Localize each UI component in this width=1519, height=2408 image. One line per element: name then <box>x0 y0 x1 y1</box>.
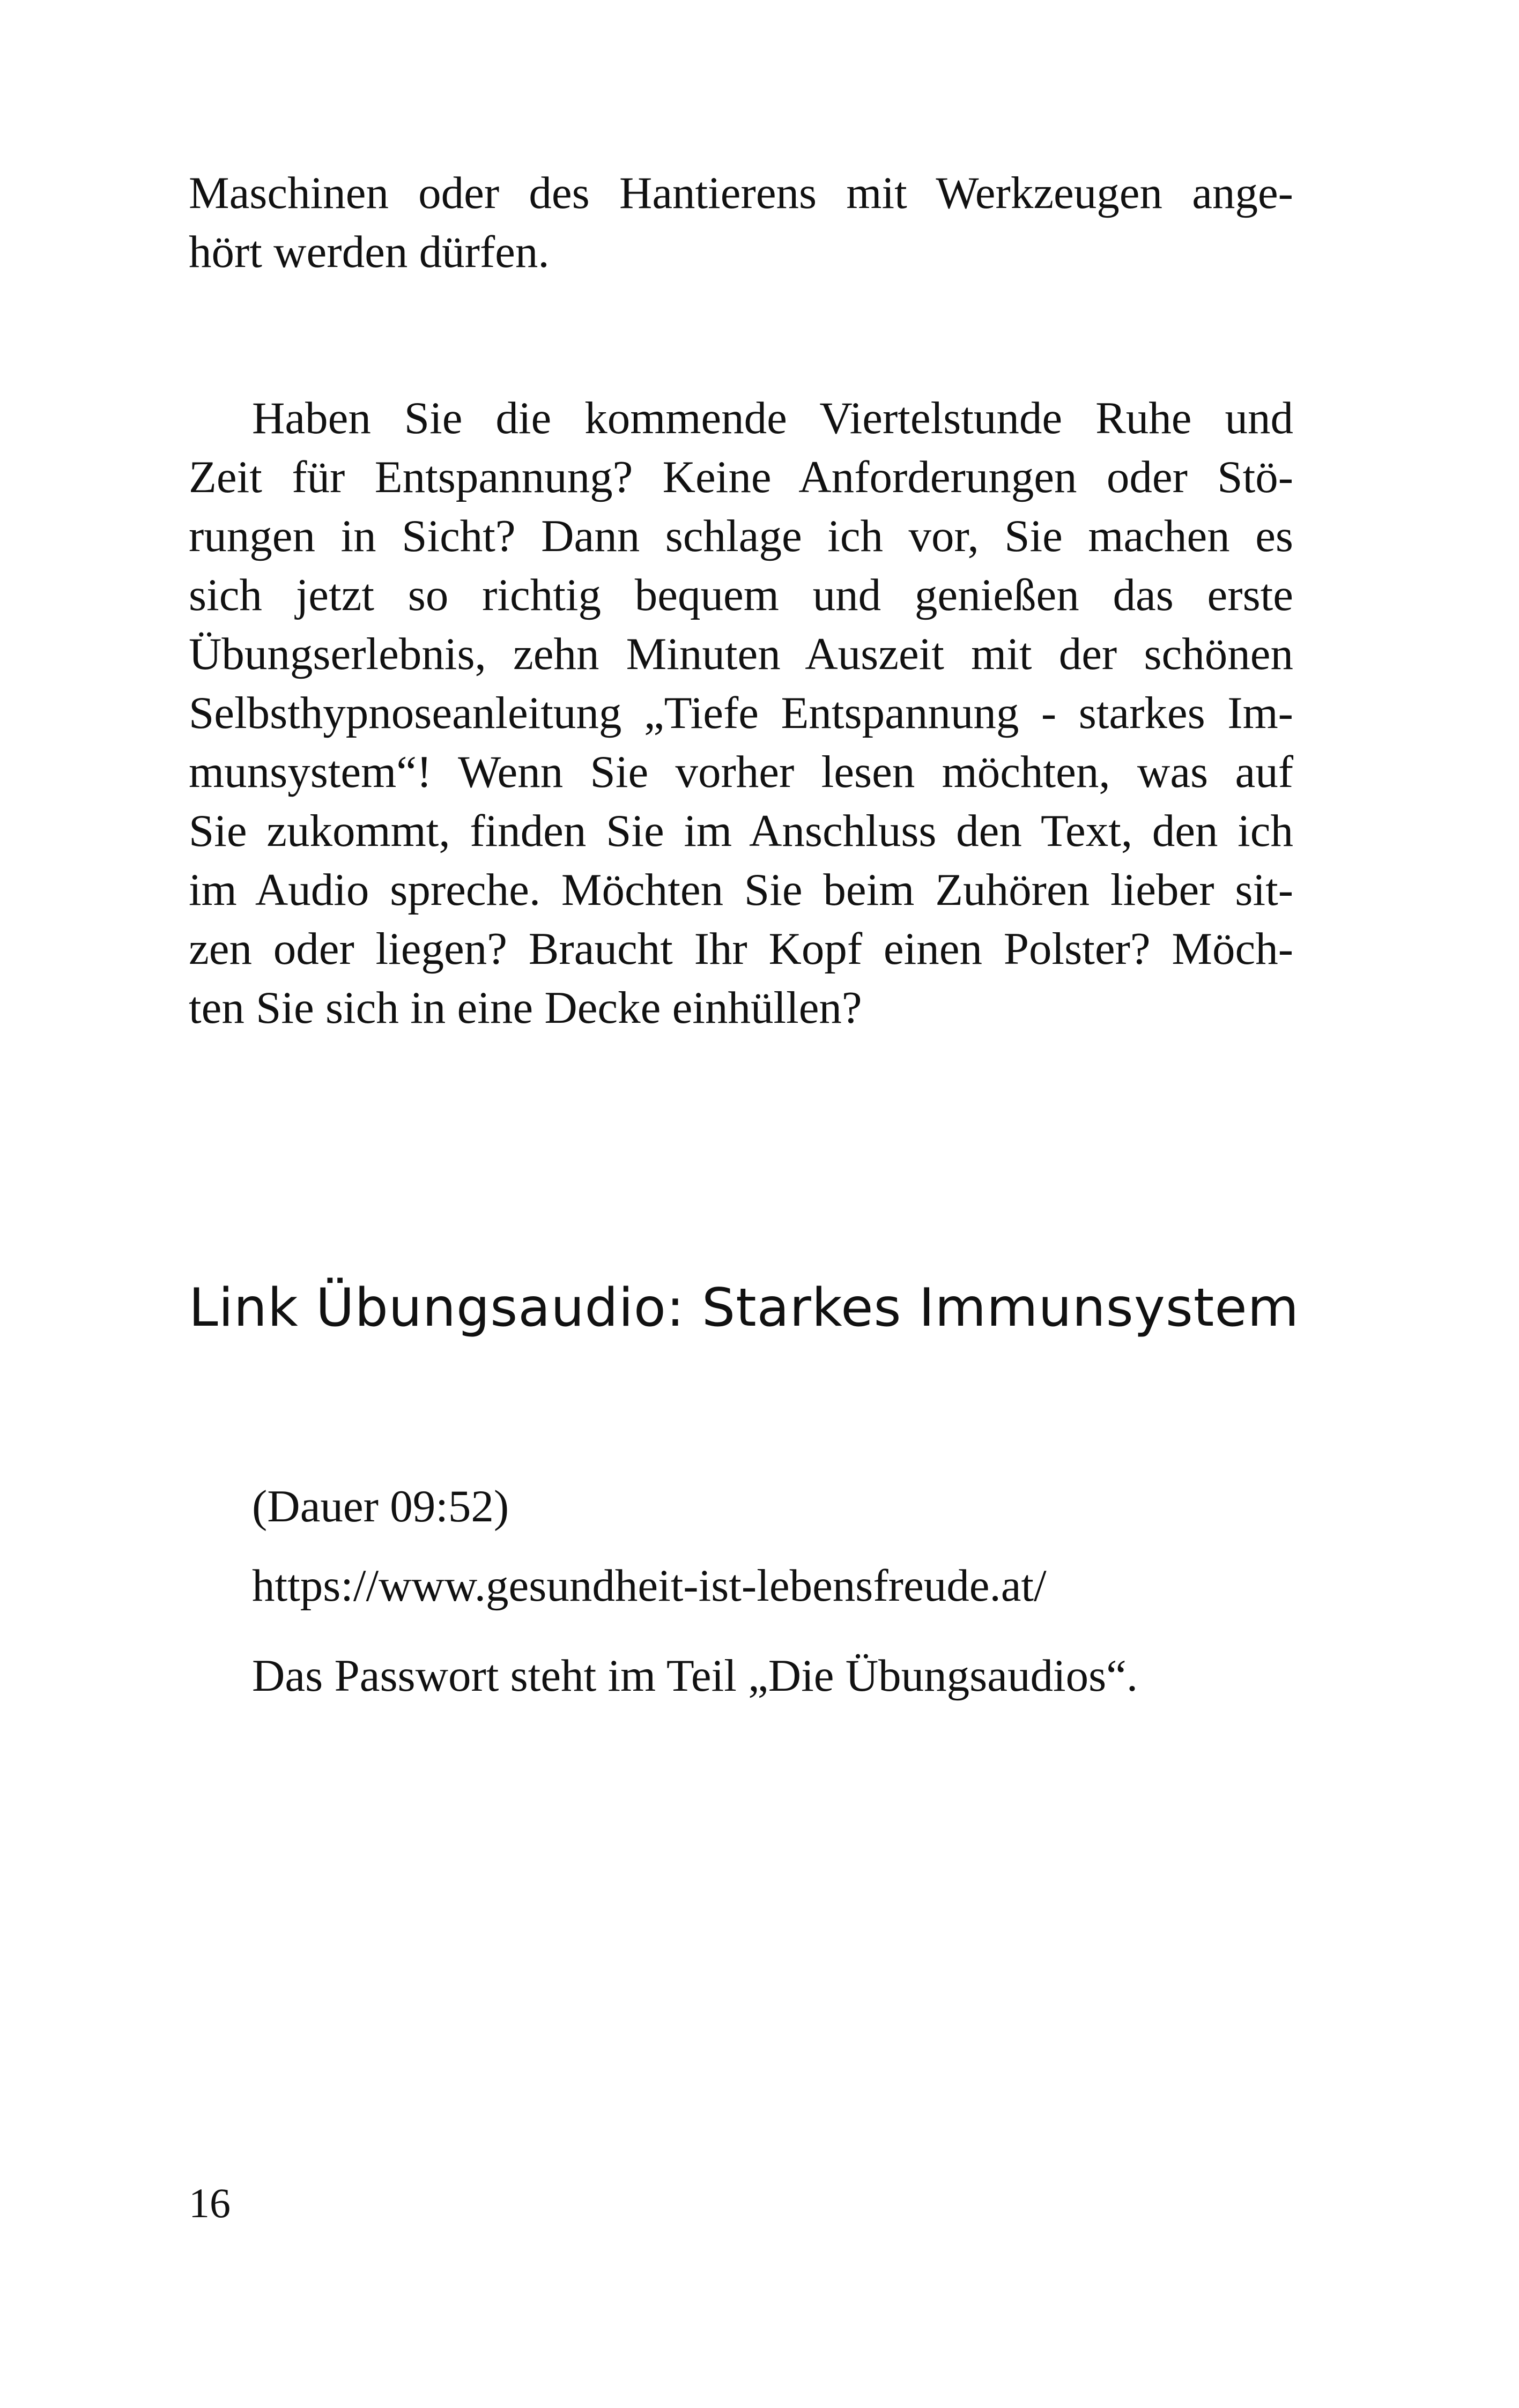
section-heading: Link Übungsaudio: Starkes Immunsystem <box>189 1277 1300 1339</box>
paragraph-line: munsystem“! Wenn Sie vorher lesen möchten, was auf <box>189 747 1293 797</box>
paragraph-line: Übungserlebnis, zehn Minuten Auszeit mit der schönen <box>189 629 1293 679</box>
password-note: Das Passwort steht im Teil „Die Übungsaudios“. <box>252 1651 1138 1701</box>
paragraph-continuation <box>189 163 1293 281</box>
paragraph-line: ten Sie sich in eine Decke einhüllen? <box>189 983 862 1033</box>
paragraph-line: hört werden dürfen. <box>189 227 550 277</box>
paragraph-line: Zeit für Entspannung? Keine Anforderungen oder Stö- <box>189 452 1293 502</box>
paragraph-line: Selbsthypnoseanleitung „Tiefe Entspannung - starkes Im- <box>189 688 1293 738</box>
audio-link[interactable]: https://www.gesundheit-ist-lebensfreude.at/ <box>252 1560 1047 1611</box>
paragraph-line: Sie zukommt, finden Sie im Anschluss den Text, den ich <box>189 806 1293 856</box>
paragraph-main <box>189 389 1293 1037</box>
paragraph-line: zen oder liegen? Braucht Ihr Kopf einen Polster? Möch- <box>189 924 1293 974</box>
paragraph-line: Maschinen oder des Hantierens mit Werkzeugen ange- <box>189 168 1293 218</box>
audio-duration: (Dauer 09:52) <box>252 1481 509 1532</box>
page-number: 16 <box>189 2180 231 2226</box>
paragraph-line: im Audio spreche. Möchten Sie beim Zuhören lieber sit- <box>189 865 1293 915</box>
paragraph-line: sich jetzt so richtig bequem und genießen das erste <box>189 570 1293 620</box>
paragraph-line: rungen in Sicht? Dann schlage ich vor, Sie machen es <box>189 511 1293 561</box>
paragraph-line: Haben Sie die kommende Viertelstunde Ruhe und <box>252 393 1293 443</box>
